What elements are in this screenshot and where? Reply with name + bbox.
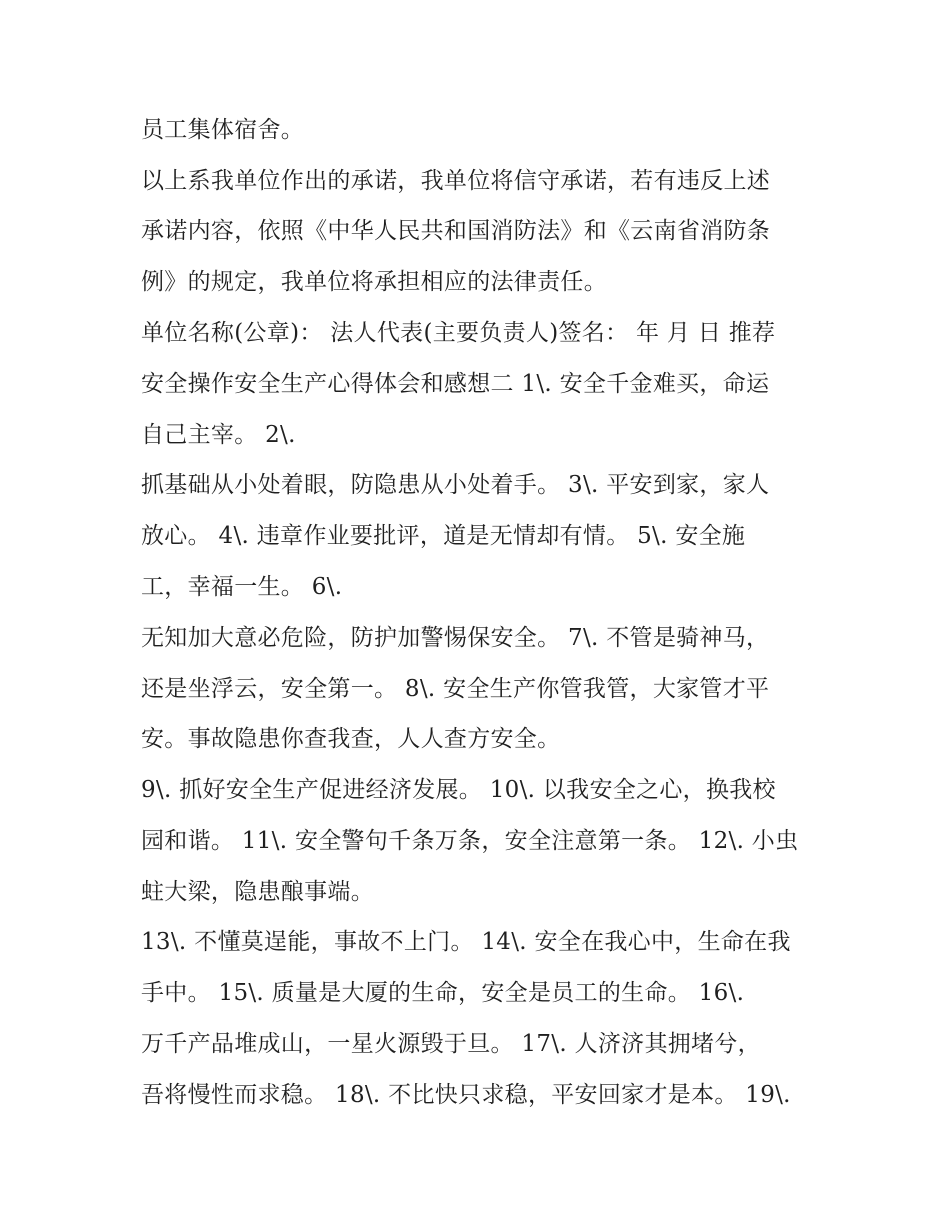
- text-line: 安。事故隐患你查我查，人人查方安全。: [141, 726, 561, 752]
- text-line: 抓基础从小处着眼，防隐患从小处着手。 3\. 平安到家，家人: [141, 472, 770, 498]
- text-line: 单位名称(公章)： 法人代表(主要负责人)签名： 年 月 日 推荐: [141, 320, 776, 346]
- text-line: 手中。 15\. 质量是大厦的生命，安全是员工的生命。 16\.: [141, 980, 745, 1006]
- text-line: 放心。 4\. 违章作业要批评，道是无情却有情。 5\. 安全施: [141, 523, 746, 549]
- text-line: 蛀大梁，隐患酿事端。: [141, 879, 374, 905]
- text-line: 园和谐。 11\. 安全警句千条万条，安全注意第一条。 12\. 小虫: [141, 828, 799, 854]
- text-line: 员工集体宿舍。: [141, 117, 305, 143]
- text-line: 吾将慢性而求稳。 18\. 不比快只求稳，平安回家才是本。 19\.: [141, 1082, 791, 1108]
- text-line: 9\. 抓好安全生产促进经济发展。 10\. 以我安全之心，换我校: [141, 777, 776, 803]
- text-line: 以上系我单位作出的承诺，我单位将信守承诺，若有违反上述: [141, 168, 771, 194]
- text-line: 还是坐浮云，安全第一。 8\. 安全生产你管我管，大家管才平: [141, 676, 770, 702]
- text-line: 工，幸福一生。 6\.: [141, 574, 343, 600]
- text-line: 承诺内容，依照《中华人民共和国消防法》和《云南省消防条: [141, 218, 771, 244]
- text-line: 例》的规定，我单位将承担相应的法律责任。: [141, 269, 607, 295]
- text-line: 13\. 不懂莫逞能，事故不上门。 14\. 安全在我心中，生命在我: [141, 929, 791, 955]
- text-line: 安全操作安全生产心得体会和感想二 1\. 安全千金难买，命运: [141, 371, 770, 397]
- text-line: 万千产品堆成山，一星火源毁于旦。 17\. 人济济其拥堵兮，: [141, 1031, 761, 1057]
- text-line: 自己主宰。 2\.: [141, 422, 296, 448]
- text-line: 无知加大意必危险，防护加警惕保安全。 7\. 不管是骑神马，: [141, 625, 770, 651]
